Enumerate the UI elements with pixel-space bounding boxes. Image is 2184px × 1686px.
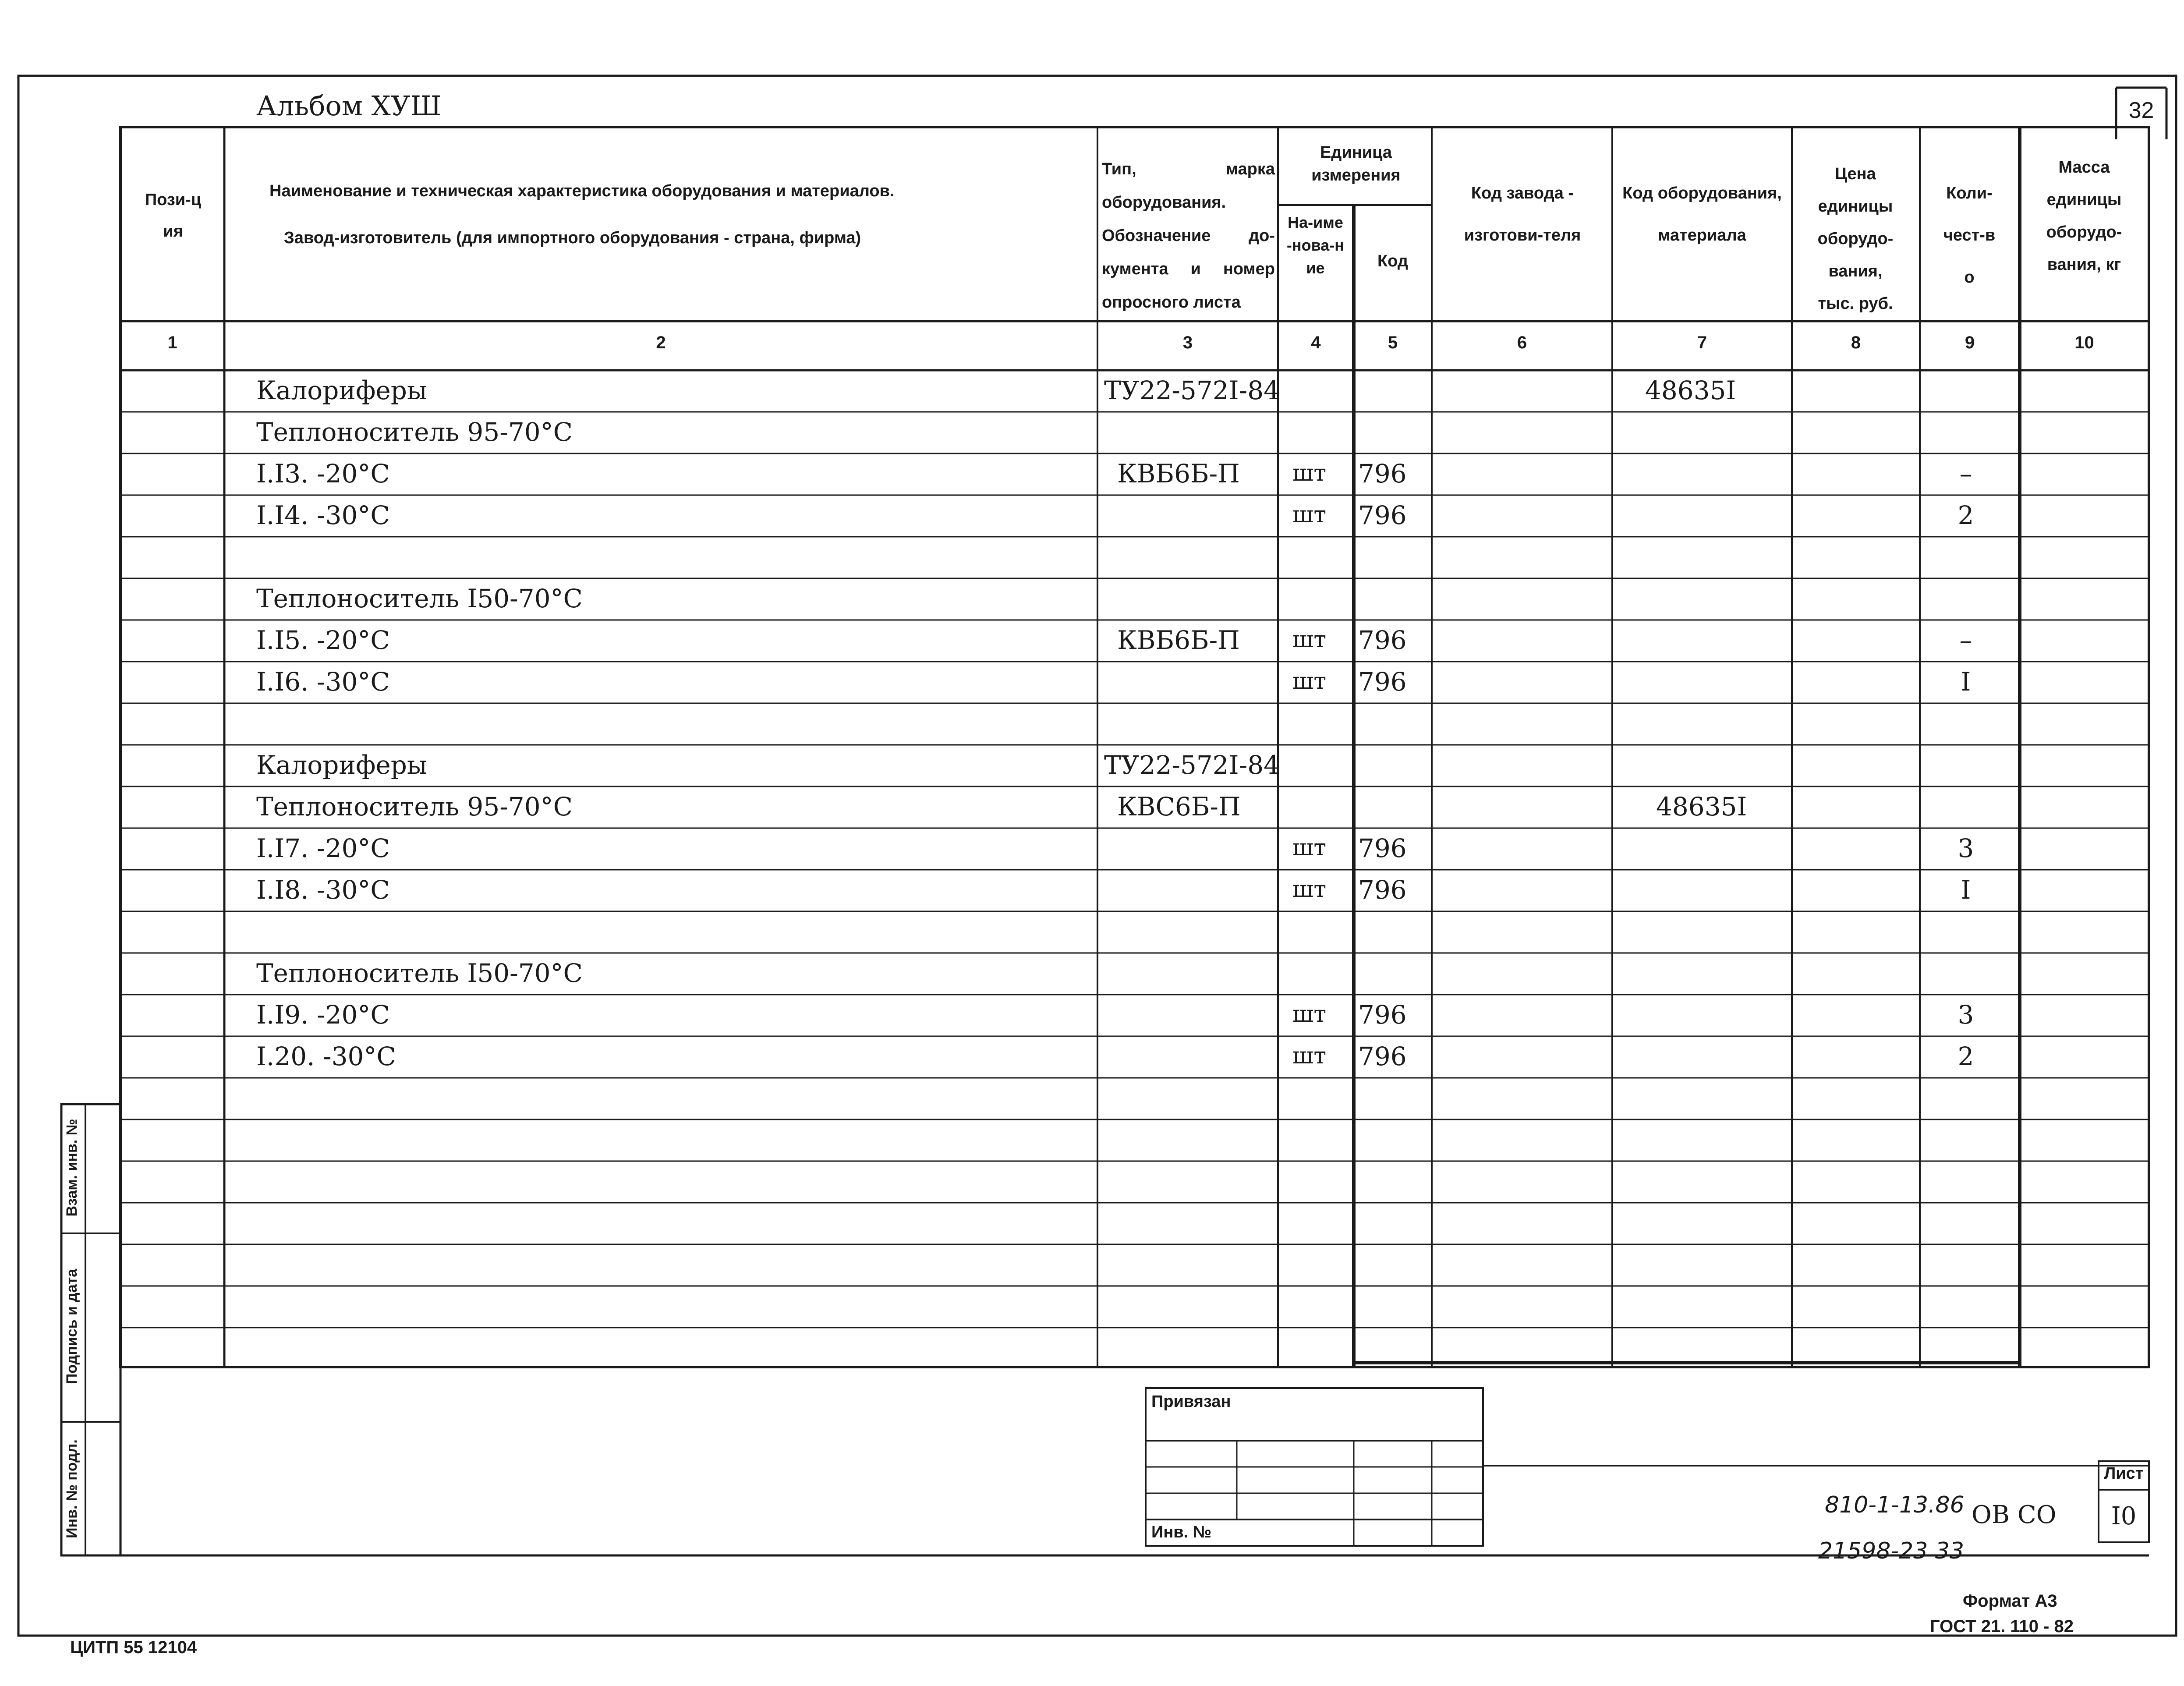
row-unit: шт — [1292, 1043, 1327, 1069]
row-quantity: 3 — [1957, 1000, 1974, 1030]
inventory-handwritten: 21598-23 33 — [1818, 1538, 1965, 1564]
row-unit-code: 796 — [1358, 500, 1407, 530]
header-type: Тип, марка оборудования. Обозначение до-кумента и номер опросного листа — [1102, 160, 1275, 312]
publisher-label: ЦИТП 55 12104 — [70, 1638, 197, 1657]
row-unit: шт — [1292, 835, 1327, 861]
row-unit: шт — [1292, 460, 1327, 486]
header-position: Пози-ция — [145, 191, 202, 241]
row-name: Теплоноситель I50-70°С — [256, 584, 583, 613]
header-mass: Масса единицы оборудо-вания, кг — [2046, 158, 2122, 274]
row-type: КВБ6Б-П — [1117, 459, 1240, 489]
row-quantity: – — [1959, 459, 1972, 489]
sheet-number: I0 — [2111, 1502, 2137, 1530]
inventory-label: Инв. № — [1151, 1523, 1212, 1541]
col-num-7: 7 — [1697, 333, 1707, 352]
col-num-9: 9 — [1965, 333, 1975, 352]
header-unit-name: На-име-нова-ние — [1286, 213, 1345, 277]
side-field-replacement: Взам. инв. № — [64, 1119, 80, 1217]
document-code-suffix: ОВ СО — [1972, 1501, 2057, 1529]
header-factory-code: Код завода - изготови-теля — [1464, 184, 1581, 244]
album-title: Альбом ХУШ — [256, 90, 442, 122]
row-name: I.I5. -20°С — [256, 625, 390, 655]
page-number: 32 — [2128, 98, 2154, 123]
col-num-8: 8 — [1851, 333, 1861, 352]
row-name: Калориферы — [256, 750, 428, 780]
row-type: КВБ6Б-П — [1117, 625, 1240, 655]
side-field-original-inventory: Инв. № подл. — [64, 1439, 80, 1538]
row-name: I.20. -30°С — [256, 1041, 396, 1071]
row-quantity: 3 — [1957, 833, 1974, 863]
col-num-5: 5 — [1388, 333, 1398, 352]
header-price: Цена единицы оборудо-вания, тыс. руб. — [1817, 165, 1894, 313]
bound-label: Привязан — [1151, 1392, 1231, 1411]
row-quantity: 2 — [1957, 500, 1974, 530]
row-equipment-code: 48635I — [1645, 375, 1736, 405]
row-unit-code: 796 — [1358, 459, 1407, 489]
sheet-label: Лист — [2104, 1464, 2144, 1483]
row-unit-code: 796 — [1358, 1041, 1407, 1071]
row-unit: шт — [1292, 1001, 1327, 1027]
col-num-6: 6 — [1517, 333, 1527, 352]
header-quantity: Коли-чест-во — [1943, 184, 1996, 287]
header-equipment-code: Код оборудования, материала — [1622, 184, 1782, 244]
row-name: I.I3. -20°С — [256, 459, 390, 489]
row-name: I.I8. -30°С — [256, 875, 390, 905]
row-unit-code: 796 — [1358, 667, 1407, 697]
row-type: ТУ22-572I-84 — [1104, 375, 1280, 405]
row-type: ТУ22-572I-84 — [1104, 750, 1280, 780]
col-num-2: 2 — [656, 333, 666, 352]
header-unit-group: Единица измерения — [1311, 143, 1401, 184]
row-unit-code: 796 — [1358, 875, 1407, 905]
row-quantity: I — [1961, 875, 1971, 905]
header-name: Наименование и техническая характеристика оборудования и материалов. — [269, 182, 895, 200]
header-unit-code: Код — [1377, 252, 1409, 270]
col-num-3: 3 — [1182, 333, 1193, 352]
row-quantity: I — [1961, 667, 1971, 697]
format-label: Формат А3 — [1963, 1591, 2057, 1611]
row-unit: шт — [1292, 668, 1327, 694]
row-name: I.I9. -20°С — [256, 1000, 390, 1030]
row-name: I.I7. -20°С — [256, 833, 390, 863]
row-unit-code: 796 — [1358, 1000, 1407, 1030]
row-unit: шт — [1292, 502, 1327, 528]
col-num-4: 4 — [1311, 333, 1321, 352]
row-name: Теплоноситель 95-70°С — [256, 792, 573, 822]
row-equipment-code: 48635I — [1656, 792, 1747, 822]
row-unit-code: 796 — [1358, 625, 1407, 655]
row-name: Калориферы — [256, 375, 428, 405]
row-unit: шт — [1292, 876, 1327, 903]
row-unit: шт — [1292, 627, 1327, 653]
col-num-10: 10 — [2074, 333, 2094, 352]
row-name: Теплоноситель I50-70°С — [256, 958, 583, 988]
row-name: I.I6. -30°С — [256, 667, 390, 697]
side-field-signature-date: Подпись и дата — [64, 1268, 80, 1385]
row-type: КВС6Б-П — [1117, 792, 1241, 822]
col-num-1: 1 — [167, 333, 177, 352]
row-name: I.I4. -30°С — [256, 500, 390, 530]
document-code-handwritten: 810-1-13.86 — [1825, 1492, 1965, 1518]
header-maker: Завод-изготовитель (для импортного оборудования - страна, фирма) — [284, 229, 861, 247]
row-name: Теплоноситель 95-70°С — [256, 417, 573, 447]
gost-label: ГОСТ 21. 110 - 82 — [1930, 1617, 2074, 1636]
row-quantity: – — [1959, 625, 1972, 655]
row-unit-code: 796 — [1358, 833, 1407, 863]
row-quantity: 2 — [1957, 1041, 1974, 1071]
